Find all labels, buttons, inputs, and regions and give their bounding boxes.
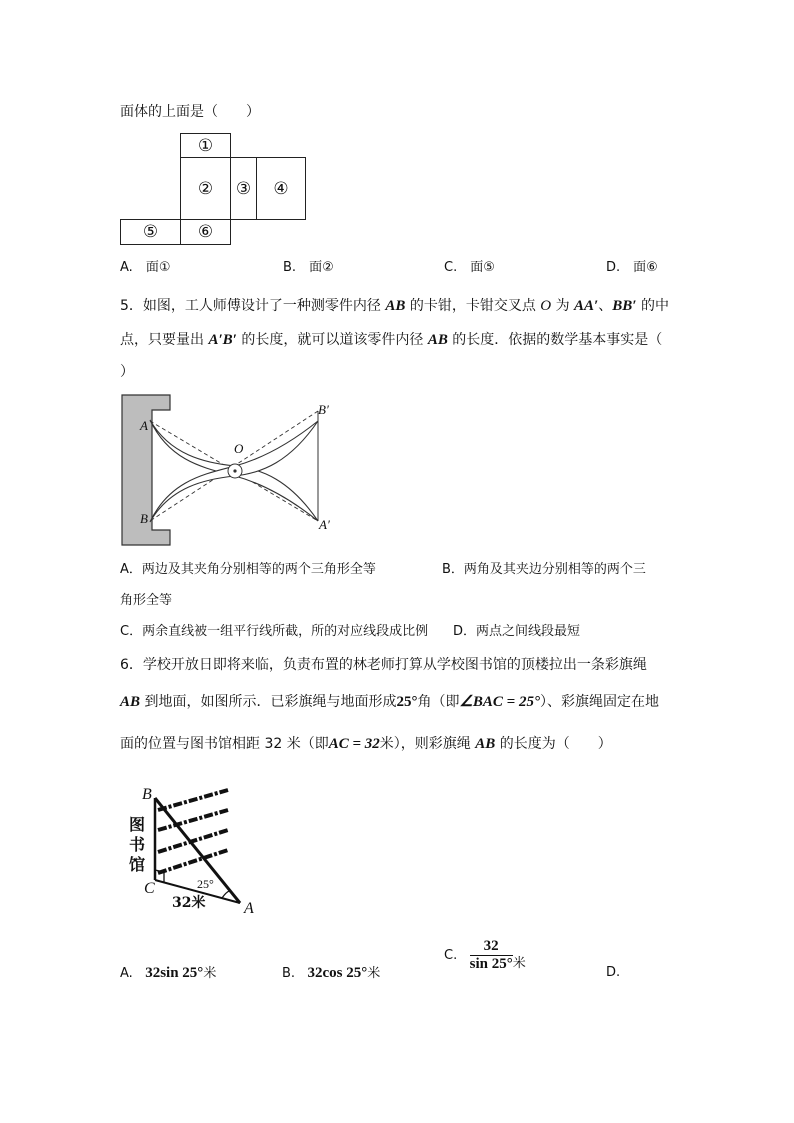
label-o: O	[234, 441, 244, 456]
q5-line-2: 点，只要量出 A′B′ 的长度，就可以道该零件内径 AB 的长度．依据的数学基本事实是（	[120, 332, 663, 348]
label-bprime: B′	[318, 402, 329, 417]
q5-option-c[interactable]: C．两余直线被一组平行线所截，所的对应线段成比例	[120, 624, 429, 639]
q5-option-b[interactable]: B．两角及其夹边分别相等的两个三	[442, 562, 646, 577]
net-face-5: ⑤	[120, 219, 181, 245]
q6-option-c[interactable]: C. $\frac{32}{\sin 25^\circ}$ 米	[444, 938, 526, 972]
label-dist: 32米	[172, 895, 206, 911]
q5-line-3: ）	[120, 364, 134, 380]
q4-option-a[interactable]: A. 面①	[120, 260, 171, 275]
label-a: A	[244, 900, 254, 917]
label-aprime: A′	[319, 517, 330, 532]
net-face-3: ③	[230, 157, 257, 220]
q6-option-d[interactable]: D.	[606, 965, 621, 980]
label-angle: 25°	[197, 877, 214, 891]
q6-line-2: AB 到地面，如图所示．已彩旗绳与地面形成25°角（即∠BAC = 25°）、彩旗绳固定在地	[120, 694, 659, 710]
label-c: C	[144, 880, 155, 897]
q4-option-d[interactable]: D. 面⑥	[606, 260, 658, 275]
net-face-6: ⑥	[180, 219, 231, 245]
flag-string-4	[158, 850, 228, 873]
q6-line-3: 面的位置与图书馆相距 32 米（即AC = 32米），则彩旗绳 AB 的长度为（ ）	[120, 736, 612, 752]
q4-intro: 面体的上面是（ ）	[120, 104, 260, 120]
building-char-3: 馆	[129, 855, 146, 874]
fraction: $\frac{32}{\sin 25^\circ}$	[469, 938, 513, 972]
q5-line-1: 5．如图，工人师傅设计了一种测零件内径 AB 的卡钳，卡钳交叉点 O 为 AA′、BB′ 的中	[120, 298, 669, 314]
q5-option-b-cont[interactable]: 角形全等	[120, 593, 173, 608]
net-face-4: ④	[256, 157, 306, 220]
q5-option-a[interactable]: A．两边及其夹角分别相等的两个三角形全等	[120, 562, 376, 577]
building-char-1: 图	[129, 815, 146, 834]
angle-arc	[222, 891, 230, 898]
q5-option-d[interactable]: D．两点之间线段最短	[453, 624, 581, 639]
net-face-1: ①	[180, 133, 231, 158]
q6-line-1: 6．学校开放日即将来临，负责布置的林老师打算从学校图书馆的顶楼拉出一条彩旗绳	[120, 657, 647, 673]
q6-option-b[interactable]: B. 32cos 25°米	[282, 965, 381, 981]
label-b: B	[142, 786, 152, 803]
q4-option-c[interactable]: C. 面⑤	[444, 260, 495, 275]
net-face-2: ②	[180, 157, 231, 220]
building-char-2: 书	[129, 835, 146, 854]
flag-string-1	[158, 790, 228, 810]
label-a: A	[140, 418, 148, 433]
q4-option-b[interactable]: B. 面②	[283, 260, 334, 275]
label-b: B	[140, 511, 148, 526]
q6-option-a[interactable]: A. 32sin 25°米	[120, 965, 217, 981]
flag-string-3	[158, 830, 228, 852]
